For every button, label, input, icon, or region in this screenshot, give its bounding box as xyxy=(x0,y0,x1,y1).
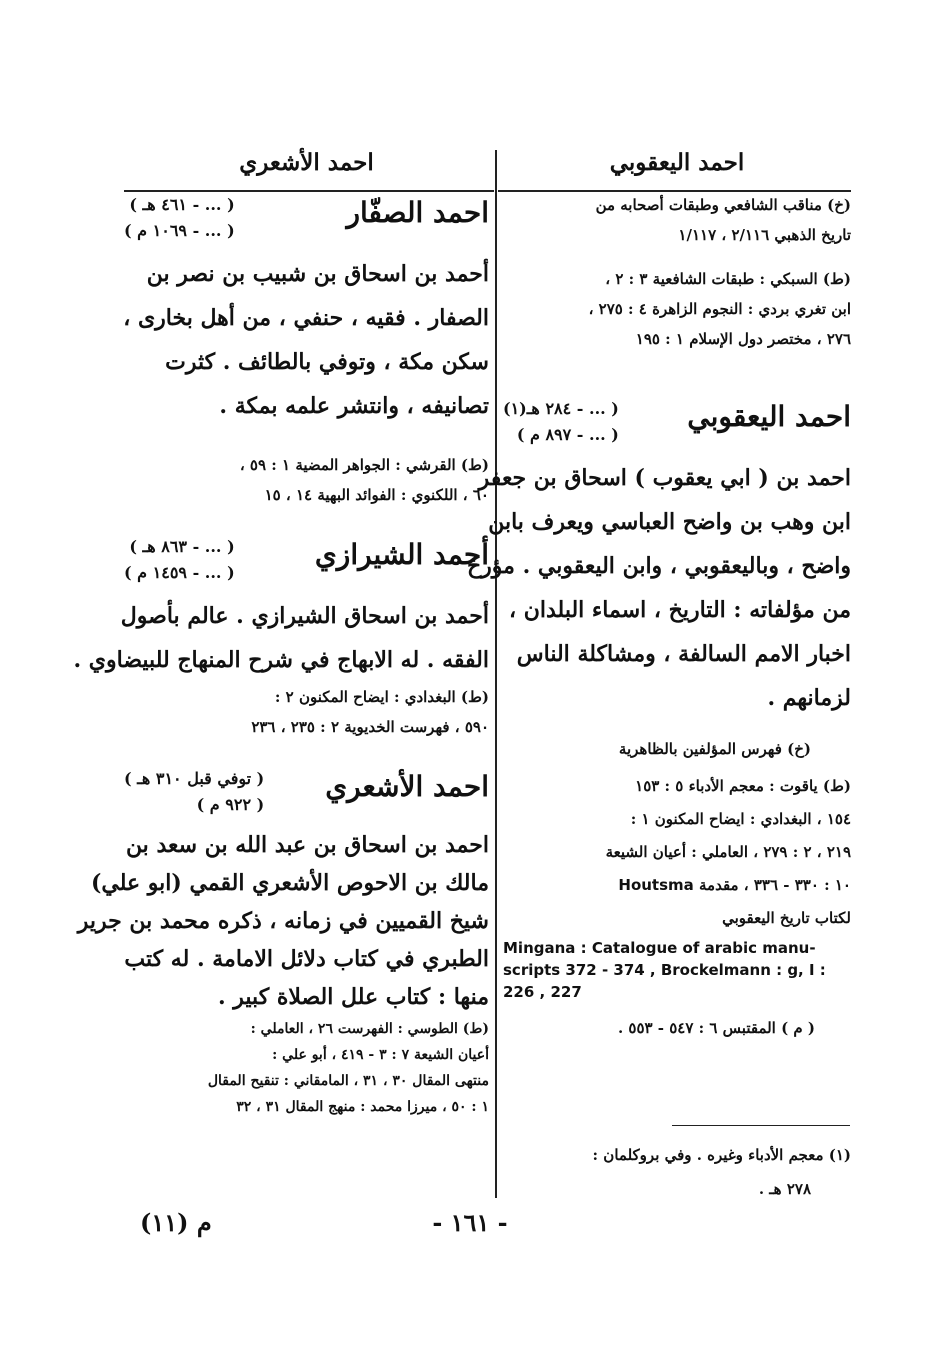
ref-mutaqabas xyxy=(503,1013,851,1043)
ref-printed xyxy=(503,770,851,935)
right-column xyxy=(466,140,851,1043)
footnote-line: (١) معجم الأدباء وغيره . وفي بروكلمان : xyxy=(592,1146,851,1164)
ref-line: ابن تغري بردي : النجوم الزاهرة ٤ : ٢٧٥ ، xyxy=(588,300,851,318)
top-refs-printed xyxy=(503,264,851,354)
signature-mark: م (١١) xyxy=(140,1208,212,1237)
entry-heading-yaqubi xyxy=(503,394,851,456)
entry-body xyxy=(466,456,851,720)
entry-body xyxy=(124,252,489,428)
body-line: أحمد بن اسحاق بن شبيب بن نصر بن xyxy=(146,261,489,287)
body-line: سكن مكة ، وتوفي بالطائف . كثرت xyxy=(165,349,489,375)
date-gregorian: ( ... - ١٤٥٩ م ) xyxy=(124,563,235,582)
body-line: الفقه . له الابهاج في شرح المنهاج للبيضاوي . xyxy=(73,647,489,673)
entry-refs xyxy=(124,450,489,510)
entry-body xyxy=(73,594,489,682)
entry-dates xyxy=(124,766,264,818)
latin-line: Mingana : Catalogue of arabic manu- xyxy=(503,939,816,957)
latin-line: 226 , 227 xyxy=(503,983,582,1001)
column-divider xyxy=(495,150,497,1198)
ref-line: أعيان الشيعة ٧ : ٣ - ٤١٩ ، أبو علي : xyxy=(272,1047,489,1063)
ref-latin-author: Houtsma xyxy=(618,876,694,894)
body-line: من مؤلفاته : التاريخ ، اسماء البلدان ، xyxy=(508,597,851,623)
body-line: تصانيفه ، وانتشر علمه بمكة . xyxy=(219,393,489,419)
ref-line: لكتاب تاريخ اليعقوبي xyxy=(722,909,851,927)
ref-line: (خ) فهرس المؤلفين بالظاهرية xyxy=(618,740,811,758)
ref-manuscript xyxy=(503,734,851,764)
footnote-line: ٢٧٨ هـ . xyxy=(758,1180,811,1198)
ref-line: (ط) القرشي : الجواهر المضية ١ : ٥٩ ، xyxy=(239,456,489,474)
entry-body xyxy=(77,826,489,1016)
ref-line: (ط) البغدادي : ايضاح المكنون ٢ : xyxy=(274,688,489,706)
ref-line: ٢٧٦ ، مختصر دول الإسلام ١ : ١٩٥ xyxy=(635,330,851,348)
ref-line: (ط) الطوسي : الفهرست ٢٦ ، العاملي : xyxy=(250,1021,489,1037)
entry-name: أحمد الشيرازي xyxy=(314,538,489,571)
ref-line: تاريخ الذهبي ٢/١١٦ ، ١/١١٧ xyxy=(678,226,851,244)
date-death-before: ( توفي قبل ٣١٠ هـ ) xyxy=(124,769,265,788)
entry-name: احمد الأشعري xyxy=(325,770,489,803)
entry-name: احمد الصفّار xyxy=(346,196,489,229)
entry-heading-shirazi xyxy=(124,532,489,594)
latin-line: scripts 372 - 374 , Brockelmann : g, I : xyxy=(503,961,826,979)
ref-line: (ط) السبكي : طبقات الشافعية ٣ : ٢ ، xyxy=(605,270,851,288)
body-line: شيخ القميين في زمانه ، ذكره محمد بن جرير xyxy=(77,908,489,934)
body-line: الطبري في كتاب دلائل الامامة . له كتب xyxy=(124,946,489,972)
entry-refs xyxy=(124,682,489,742)
date-gregorian: ( ... - ١٠٦٩ م ) xyxy=(124,221,235,240)
body-line: لزمانهم . xyxy=(767,685,851,711)
body-line: واضح ، وباليعقوبي ، وابن اليعقوبي . مؤرخ xyxy=(466,553,851,579)
body-line: احمد بن ( ابي يعقوب ) اسحاق بن جعفر xyxy=(478,465,851,491)
entry-refs xyxy=(124,1016,489,1120)
entry-name: احمد اليعقوبي xyxy=(687,400,851,433)
date-hijri: ( ... - ٤٦١ هـ ) xyxy=(129,195,235,214)
ref-line: ( م ) المقتبس ٦ : ٥٤٧ - ٥٥٣ . xyxy=(617,1019,815,1037)
left-column-header: احمد الأشعري xyxy=(239,149,374,176)
ref-line: منتهى المقال ٣٠ ، ٣١ ، المامقاني : تنقيح المقال xyxy=(207,1073,489,1089)
entry-dates xyxy=(503,396,619,448)
footnote-rule xyxy=(672,1125,850,1126)
ref-line: (ط) ياقوت : معجم الأدباء ٥ : ١٥٣ xyxy=(635,777,851,795)
ref-line: ١٥٤ ، البغدادي : ايضاح المكنون ١ : xyxy=(630,810,851,828)
body-line: أحمد بن اسحاق الشيرازي . عالم بأصول xyxy=(120,603,489,629)
body-line: ابن وهب بن واضح العباسي ويعرف بابن xyxy=(488,509,851,535)
entry-dates xyxy=(124,534,235,586)
ref-line: ٢١٩ ، ٢ : ٢٧٩ ، العاملي : أعيان الشيعة xyxy=(605,843,851,861)
ref-line: ٦٠ ، اللكنوي : الفوائد البهية ١٤ ، ١٥ xyxy=(264,486,489,504)
ref-text: ١٠ : ٣٣٠ - ٣٣٦ ، مقدمة xyxy=(699,876,851,894)
ref-line xyxy=(503,869,851,902)
footnote xyxy=(503,1138,851,1206)
page-number: - ١٦١ - xyxy=(432,1208,508,1237)
date-gregorian: ( ... - ٨٩٧ م ) xyxy=(516,425,619,444)
body-line: احمد بن اسحاق بن عبد الله بن سعد بن xyxy=(125,832,489,858)
ref-line: (خ) مناقب الشافعي وطبقات أصحابه من xyxy=(595,196,851,214)
right-column-header: احمد اليعقوبي xyxy=(609,149,745,176)
latin-references xyxy=(503,937,851,1003)
body-line: منها : كتاب علل الصلاة كبير . xyxy=(217,984,489,1010)
left-column xyxy=(73,140,489,1120)
body-line: مالك بن الاحوص الأشعري القمي (ابو علي) xyxy=(90,870,489,896)
entry-dates xyxy=(124,192,235,244)
entry-heading-saffar xyxy=(124,190,489,252)
top-refs-manuscripts xyxy=(503,190,851,250)
body-line: اخبار الامم السالفة ، ومشاكلة الناس xyxy=(516,641,851,667)
date-hijri: ( ... - ٢٨٤ هـ(١) xyxy=(503,399,619,418)
ref-line: ١ : ٥٠ ، ميرزا محمد : منهج المقال ٣١ ، ٣٢ xyxy=(236,1099,489,1115)
date-gregorian: ( ٩٢٢ م ) xyxy=(196,795,265,814)
body-line: الصفار . فقيه ، حنفي ، من أهل بخارى ، xyxy=(123,305,489,331)
ref-line: ٥٩٠ ، فهرست الخديوية ٢ : ٢٣٥ ، ٢٣٦ xyxy=(251,718,489,736)
date-hijri: ( ... - ٨٦٣ هـ ) xyxy=(129,537,235,556)
entry-heading-ashari xyxy=(124,764,489,826)
